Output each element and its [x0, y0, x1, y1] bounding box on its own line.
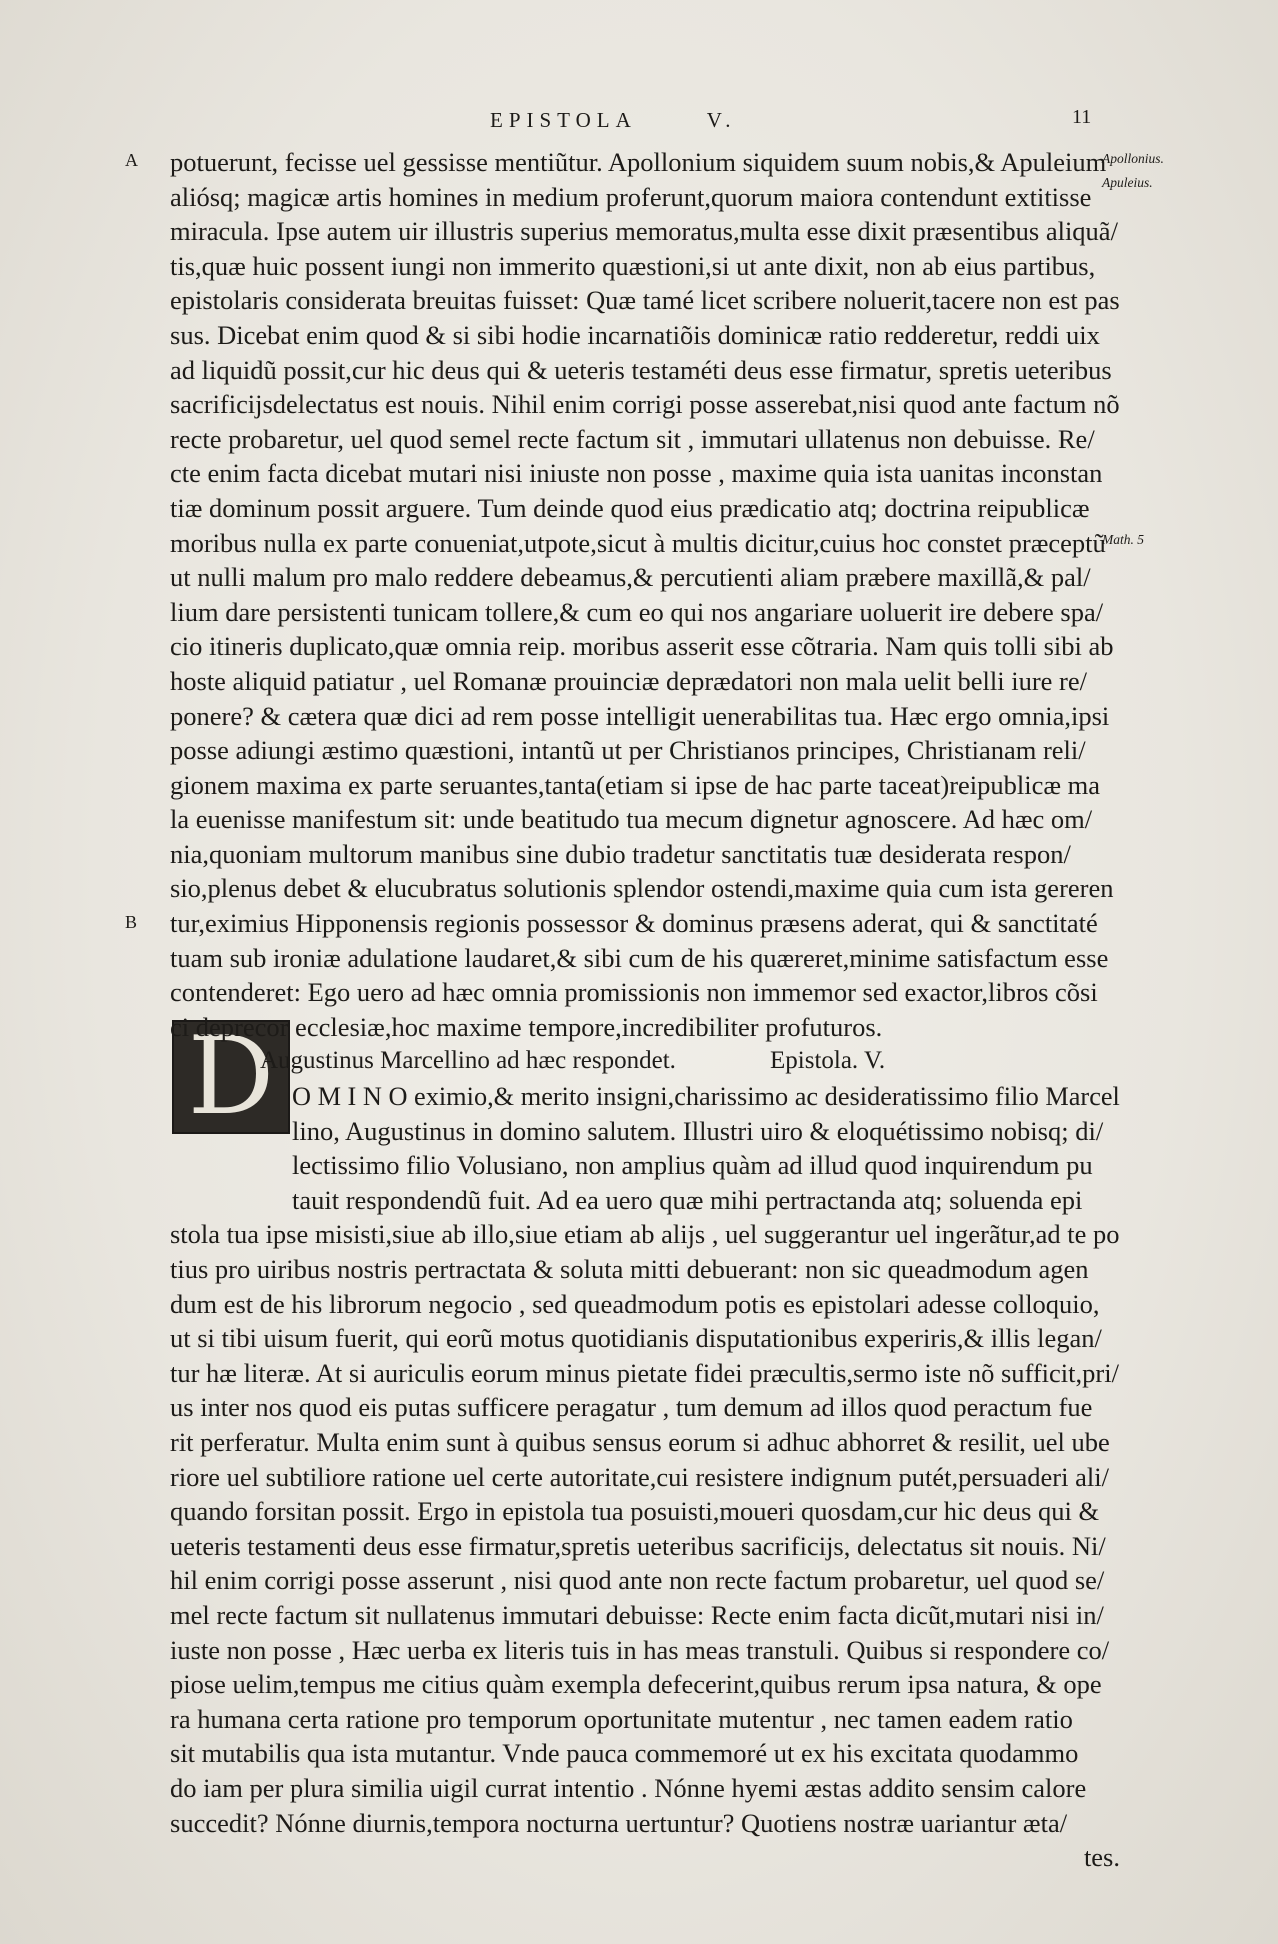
reply-opening: [170, 1079, 1120, 1217]
header-title: EPISTOLA: [490, 108, 637, 132]
margin-letter-a: A: [125, 150, 138, 170]
text-line: mel recte factum sit nullatenus immutari debuisse: Recte enim facta dicũt,mutari nisi in/: [170, 1599, 1104, 1630]
text-line: succedit? Nónne diurnis,tempora nocturna uertuntur? Quotiens nostræ uariantur æta/: [170, 1807, 1068, 1838]
text-line: quando forsitan possit. Ergo in epistola tua posuisti,moueri quosdam,cur hic deus qui &: [170, 1496, 1100, 1527]
text-line: ra humana certa ratione pro temporum oportunitate mutentur , nec tamen eadem ratio: [170, 1703, 1073, 1734]
heading-salutation: Augustinus Marcellino ad hæc respondet.: [260, 1047, 676, 1075]
text-line: ueteris testamenti deus esse firmatur,spretis ueteribus sacrificijs, delectatus sit nouis. Ni/: [170, 1530, 1106, 1561]
text-line: lectissimo filio Volusiano, non amplius quàm ad illud quod inquirendum pu: [292, 1150, 1093, 1181]
text-line: riore uel subtiliore ratione uel certe autoritate,cui resistere indignum putét,persuaderi ali/: [170, 1461, 1109, 1492]
text-line: sus. Dicebat enim quod & si sibi hodie incarnatiõis dominicæ ratio redderetur, reddi uix: [170, 319, 1100, 350]
text-line: rit perferatur. Multa enim sunt à quibus sensus eorum si adhuc abhorret & resilit, uel ube: [170, 1426, 1110, 1457]
text-line: ut nulli malum pro malo reddere debeamus,& percutienti aliam præbere maxillã,& pal/: [170, 562, 1091, 593]
text-line: piose uelim,tempus me citius quàm exempla defecerint,quibus rerum ipsa natura, & ope: [170, 1669, 1102, 1700]
margin-note-apuleius: Apuleius.: [1102, 175, 1153, 190]
text-line: cio itineris duplicato,quæ omnia reip. moribus asserit esse cõtraria. Nam quis tolli sibi ab: [170, 631, 1114, 662]
text-line: sio,plenus debet & elucubratus solutionis splendor ostendi,maxime quia cum ista gereren: [170, 873, 1114, 904]
page-number: 11: [1072, 106, 1092, 128]
initial-letter: D: [187, 1014, 275, 1139]
body-text: [170, 145, 1120, 1875]
text-line: ut si tibi uisum fuerit, qui eorũ motus quotidianis disputationibus experiris,& illis legan/: [170, 1323, 1102, 1354]
text-line: stola tua ipse misisti,siue ab illo,siue etiam ab alijs , uel suggerantur uel ingerãtur,ad te po: [170, 1219, 1120, 1250]
text-line: O M I N O eximio,& merito insigni,charissimo ac desideratissimo filio Marcel: [292, 1081, 1120, 1112]
text-line: cte enim facta dicebat mutari nisi iniuste non posse , maxime quia ista uanitas inconstan: [170, 458, 1103, 489]
heading-epistle-label: Epistola. V.: [770, 1047, 886, 1075]
text-line: tauit respondendũ fuit. Ad ea uero quæ mihi pertractanda atq; soluenda epi: [292, 1184, 1083, 1215]
text-line: nia,quoniam multorum manibus sine dubio tradetur sanctitatis tuæ desiderata respon/: [170, 838, 1071, 869]
text-line: epistolaris considerata breuitas fuisset: Quæ tamé licet scribere noluerit,tacere non est pas: [170, 285, 1120, 316]
text-line: potuerunt, fecisse uel gessisse mentiũtur. Apollonium siquidem suum nobis,& Apuleium: [170, 147, 1107, 177]
margin-note-apollonius: Apollonius.: [1102, 151, 1164, 166]
catchword: tes.: [1083, 1842, 1120, 1873]
text-line: ad liquidũ possit,cur hic deus qui & ueteris testaméti deus esse firmatur, spretis ueteribus: [170, 354, 1112, 385]
running-header: [490, 108, 737, 133]
text-line: us inter nos quod eis putas sufficere peragatur , tum demum ad illos quod peractum fue: [170, 1392, 1093, 1423]
text-line: lium dare persistenti tunicam tollere,& cum eo qui nos angariare uoluerit ire debere spa/: [170, 596, 1104, 627]
text-line: posse adiungi æstimo quæstioni, intantũ ut per Christianos principes, Christianam reli/: [170, 735, 1086, 766]
text-line: gionem maxima ex parte seruantes,tanta(etiam si ipse de hac parte taceat)reipublicæ ma: [170, 769, 1101, 800]
epistle-heading: [170, 1044, 1120, 1079]
text-line: aliósq; magicæ artis homines in medium proferunt,quorum maiora contendunt extitisse: [170, 181, 1092, 212]
text-line: do iam per plura similia uigil currat intentio . Nónne hyemi æstas addito sensim calore: [170, 1772, 1087, 1803]
text-line: tius pro uiribus nostris pertractata & soluta mitti debuerant: non sic queadmodum agen: [170, 1254, 1089, 1284]
text-line: tur hæ literæ. At si auriculis eorum minus pietate fidei præcultis,sermo iste nõ sufficit,pri/: [170, 1357, 1119, 1388]
text-line: tiæ dominum possit arguere. Tum deinde quod eius prædicatio atq; doctrina reipublicæ: [170, 492, 1090, 523]
header-epistle-number: V.: [706, 108, 737, 132]
text-line: tuam sub ironiæ adulatione laudaret,& sibi cum de his quæreret,minime satisfactum esse: [170, 942, 1109, 973]
text-line: sit mutabilis qua ista mutantur. Vnde pauca commemoré ut ex his excitata quodammo: [170, 1738, 1079, 1769]
text-line: tis,quæ huic possent iungi non immerito quæstioni,si ut ante dixit, non ab eius partibus,: [170, 250, 1096, 281]
text-line: tur,eximius Hipponensis regionis possessor & dominus præsens aderat, qui & sanctitaté: [170, 908, 1098, 939]
reply-body: [170, 1217, 1120, 1840]
text-line: sacrificijsdelectatus est nouis. Nihil enim corrigi posse asserebat,nisi quod ante factum nõ: [170, 389, 1120, 420]
text-line: dum est de his librorum negocio , sed queadmodum potis es epistolari adesse colloquio,: [170, 1288, 1100, 1319]
text-line: contenderet: Ego uero ad hæc omnia promissionis non immemor sed exactor,libros cõsi: [170, 977, 1098, 1008]
text-line: ponere? & cætera quæ dici ad rem posse intelligit uenerabilitas tua. Hæc ergo omnia,ipsi: [170, 700, 1110, 731]
margin-note-math: Math. 5: [1102, 532, 1144, 547]
text-line: hil enim corrigi posse asserunt , nisi quod ante non recte factum probaretur, uel quod se/: [170, 1565, 1105, 1596]
text-line: lino, Augustinus in domino salutem. Illustri uiro & eloquétissimo nobisq; di/: [292, 1115, 1104, 1146]
text-line: ci deprecor ecclesiæ,hoc maxime tempore,incredibiliter profuturos.: [170, 1011, 883, 1042]
text-line: hoste aliquid patiatur , uel Romanæ prouinciæ deprædatori non mala uelit belli iure re/: [170, 665, 1087, 696]
text-line: la euenisse manifestum sit: unde beatitudo tua mecum dignetur agnoscere. Ad hæc om/: [170, 804, 1093, 835]
letter-from-marcellinus: [170, 145, 1120, 1044]
text-line: moribus nulla ex parte conueniat,utpote,sicut à multis dicitur,cuius hoc constet præceptũ: [170, 527, 1106, 558]
text-line: miracula. Ipse autem uir illustris superius memoratus,multa esse dixit præsentibus aliquã/: [170, 216, 1118, 247]
text-line: recte probaretur, uel quod semel recte factum sit , immutari ullatenus non debuisse. Re/: [170, 423, 1095, 454]
text-line: iuste non posse , Hæc uerba ex literis tuis in has meas transtuli. Quibus si respondere co/: [170, 1634, 1110, 1665]
margin-letter-b: B: [125, 912, 138, 932]
